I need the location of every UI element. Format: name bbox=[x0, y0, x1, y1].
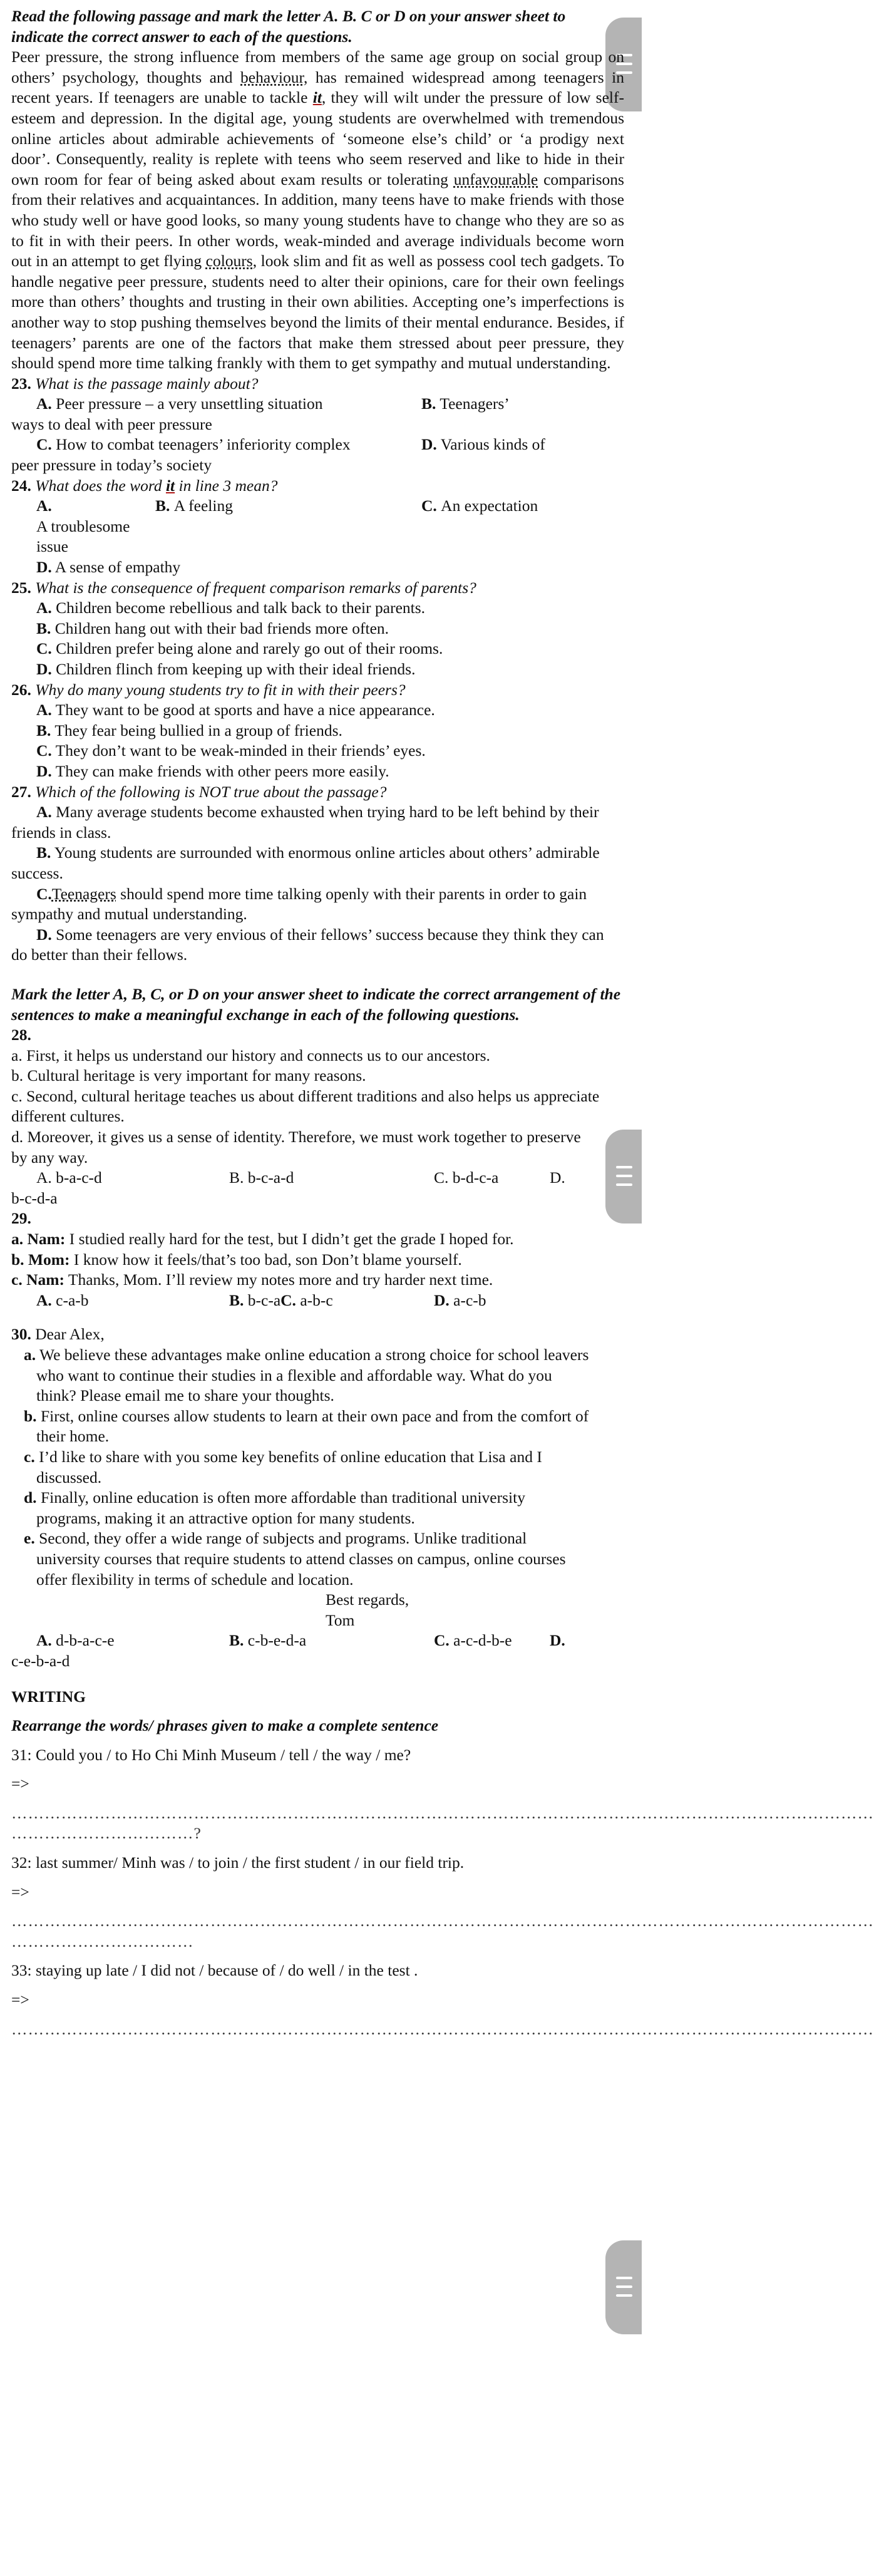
question-30: 30. Dear Alex, bbox=[11, 1325, 105, 1344]
q29-option-b[interactable]: B. b-c-a bbox=[229, 1291, 281, 1309]
q27-option-a[interactable]: A. Many average students become exhausted when trying hard to be left behind by their friends in class. bbox=[11, 803, 599, 842]
q24-option-a[interactable]: A. A troublesome issue bbox=[36, 497, 130, 556]
q25-option-b[interactable]: B. Children hang out with their bad friends more often. bbox=[36, 619, 389, 637]
q28-option-a[interactable]: A. b-a-c-d bbox=[36, 1168, 102, 1187]
q27-option-c[interactable]: C.Teenagers should spend more time talking openly with their parents in order to gain sympathy and mutual understanding. bbox=[11, 884, 587, 924]
question-32: 32: last summer/ Minh was / to join / the first student / in our field trip. bbox=[11, 1853, 465, 1872]
q28-option-d[interactable]: D. bbox=[550, 1168, 565, 1187]
question-24: 24. What does the word it in line 3 mean? bbox=[11, 476, 278, 495]
document: Read the following passage and mark the letter A. B. C or D on your answer sheet to indicate the correct answer to each of the questions. Peer pressure, the strong influence from members of the same age group on social group on others’ psychology, thoughts and behaviour, has remained widespread among teenagers in recent years. If teenagers are unable to tackle it, they will wilt under the pressure of low self-esteem and depression. In the digital age, young students are overwhelmed with tremendous online articles about admirable achievements of ‘someone else’s child’ or ‘a prodigy next door’. Consequently, reality is replete with teens who seem reserved and like to hide in their own room for fear of being asked about exam results or tolerating unfavourable comparisons from their relatives and acquaintances. In addition, many teens have to make friends with those who study well or have good looks, so many young students have to change who they are so as to fit in with their peers. In other words, weak-minded and average individuals become worn out in an attempt to get flying colours, look slim and fit as well as possess cool tech gadgets. To handle negative peer pressure, students need to alter their opinions, care for their own feelings more than others’ thoughts and trusting in their own abilities. Accepting one’s imperfections is another way to stop pushing themselves beyond the limits of their mental endurance. Besides, if teenagers’ parents are one of the factors that make them stressed about peer pressure, they should spend more time talking frankly with them to get sympathy and mutual understanding. 23. What is the passage mainly about? A. Peer pressure – a very unsettling situation B. Teenagers’ ways to deal with peer pressure C. How to combat teenagers’ inferiority complex D. Various kinds of peer pressure in today’s society 24. What does the word it in line 3 mean? A. A troublesome issue B. A feeling C. An expectation D. A sense of empathy 25. What is the consequence of frequent comparison remarks of parents? A. Children become rebellious and talk back to their parents. B. Children hang out with their bad friends more often. C. Children prefer being alone and rarely go out of their rooms. D. Children flinch from keeping up with their ideal friends. 26. Why do many young students try to fit in with their peers? A. They want to be good at sports and have a nice appearance. B. They fear being bullied in a group of friends. C. They don’t want to be weak-minded in their friends’ eyes. D. They can make friends with other peers more easily. 27. Which of the following is NOT true about the passage? A. Many average students become exhausted when trying hard to be left behind by their friends in class. B. Young students are surrounded with enormous online articles about others’ admirable success. C.Teenagers should spend more time talking openly with their parents in order to gain sympathy and mutual understanding. D. Some teenagers are very envious of their fellows’ success because they think they can do better than their fellows. Mark the letter A, B, C, or D on your answer sheet to indicate the correct arrangement of the sentences to make a meaningful exchange in each of the following questions. 28. a. First, it helps us understand our history and connects us to our ancestors. b. Cultural heritage is very important for many reasons. c. Second, cultural heritage teaches us about different traditions and also helps us appreciate different cultures. d. Moreover, it gives us a sense of identity. Therefore, we must work together to preserve by any way. A. b-a-c-d B. b-c-a-d C. b-d-c-a D. b-c-d-a 29. a. Nam: I studied really hard for the test, but I didn’t get the grade I hoped for. b. Mom: I know how it feels/that’s too bad, son Don’t blame yourself. c. Nam: Thanks, Mom. I’ll review my notes more and try harder next time. A. c-a-b B. b-c-aC. a-b-c D. a-c-b 30. Dear Alex, a. We believe these advantages make online education a strong choice for school leavers who want to continue their studies in a flexible and affordable way. What do you think? Please email me to share your thoughts. b. First, online courses allow students to learn at their own pace and from the comfort of their home. c. I’d like to share with you some key benefits of online education that Lisa and I discussed. d. Finally, online education is often more affordable than traditional university programs, making it an attractive option for many students. e. Second, they offer a wide range of subjects and programs. Unlike traditional university courses that require students to attend classes on campus, online courses offer flexibility in terms of schedule and location. Best regards, Tom A. d-b-a-c-e B. c-b-e-d-a C. a-c-d-b-e D. c-e-b-a-d WRITING Rearrange the words/ phrases given to make a complete sentence 31: Could you / to Ho Chi Minh Museum / tell / the way / me? => ………………………………………………………………………………………………………………………………………… ……………………………? 32: last summer/ Minh was / to join / the first student / in our field trip. => ………………………………………………………………………………………………………………………………………… …………………………… 33: staying up late / I did not / because of / do well / in the test . => ………………………………………………………………………………………………………………………………………… bbox=[0, 0, 642, 2039]
q30-option-b[interactable]: B. c-b-e-d-a bbox=[229, 1631, 307, 1650]
q24-option-d[interactable]: D. A sense of empathy bbox=[36, 558, 181, 577]
q24-option-c[interactable]: C. An expectation bbox=[421, 497, 538, 515]
q30-option-c[interactable]: C. a-c-d-b-e bbox=[434, 1631, 512, 1650]
q28-option-b[interactable]: B. b-c-a-d bbox=[229, 1168, 294, 1187]
question-25: 25. What is the consequence of frequent comparison remarks of parents? bbox=[11, 578, 476, 597]
q25-option-c[interactable]: C. Children prefer being alone and rarely go out of their rooms. bbox=[36, 639, 443, 658]
q29-option-c[interactable]: C. a-b-c bbox=[280, 1291, 333, 1309]
q29-option-d[interactable]: D. a-c-b bbox=[434, 1291, 486, 1309]
reading-instruction: Read the following passage and mark the letter A. B. C or D on your answer sheet to indicate the correct answer to each of the questions. bbox=[11, 7, 566, 46]
question-33: 33: staying up late / I did not / because of / do well / in the test . bbox=[11, 1961, 418, 1980]
q25-option-d[interactable]: D. Children flinch from keeping up with their ideal friends. bbox=[36, 660, 416, 678]
q23-option-d[interactable]: D. Various kinds of bbox=[421, 435, 545, 454]
q23-option-b[interactable]: B. Teenagers’ bbox=[421, 394, 510, 413]
q26-option-d[interactable]: D. They can make friends with other peers more easily. bbox=[36, 761, 389, 780]
q30-option-a[interactable]: A. d-b-a-c-e bbox=[36, 1631, 115, 1650]
q23-option-a[interactable]: A. Peer pressure – a very unsettling situation bbox=[36, 394, 323, 413]
scroll-handle-bottom[interactable] bbox=[605, 2240, 642, 2334]
writing-instruction: Rearrange the words/ phrases given to make a complete sentence bbox=[11, 1716, 439, 1735]
q26-option-b[interactable]: B. They fear being bullied in a group of friends. bbox=[36, 721, 342, 739]
reading-passage: Peer pressure, the strong influence from members of the same age group on social group on others’ psychology, thoughts and behaviour, has remained widespread among teenagers in recent years. If teenagers are unable to tackle it, they will wilt under the pressure of low self-esteem and depression. In the digital age, young students are overwhelmed with tremendous online articles about admirable achievements of ‘someone else’s child’ or ‘a prodigy next door’. Consequently, reality is replete with teens who seem reserved and like to hide in their own room for fear of being asked about exam results or tolerating unfavourable comparisons from their relatives and acquaintances. In addition, many teens have to make friends with those who study well or have good looks, so many young students have to change who they are so as to fit in with their peers. In other words, weak-minded and average individuals become worn out in an attempt to get flying colours, look slim and fit as well as possess cool tech gadgets. To handle negative peer pressure, students need to alter their opinions, care for their own feelings more than others’ thoughts and trusting in their own abilities. Accepting one’s imperfections is another way to stop pushing themselves beyond the limits of their mental endurance. Besides, if teenagers’ parents are one of the factors that make them stressed about peer pressure, they should spend more time talking frankly with them to get sympathy and mutual understanding. bbox=[11, 48, 624, 373]
question-23: 23. What is the passage mainly about? bbox=[11, 374, 259, 393]
q27-option-d[interactable]: D. Some teenagers are very envious of their fellows’ success because they think they can do better than their fellows. bbox=[11, 925, 604, 964]
q26-option-c[interactable]: C. They don’t want to be weak-minded in their friends’ eyes. bbox=[36, 741, 426, 760]
question-27: 27. Which of the following is NOT true about the passage? bbox=[11, 782, 387, 801]
q25-option-a[interactable]: A. Children become rebellious and talk back to their parents. bbox=[36, 599, 426, 617]
arrangement-instruction: Mark the letter A, B, C, or D on your answer sheet to indicate the correct arrangement of the sentences to make a meaningful exchange in each of the following questions. bbox=[11, 984, 621, 1024]
referenced-word-it: it bbox=[312, 88, 322, 107]
answer-line-32[interactable]: ………………………………………………………………………………………………………………………………………… bbox=[11, 1912, 874, 1930]
q30-option-d[interactable]: D. bbox=[550, 1631, 565, 1650]
question-31: 31: Could you / to Ho Chi Minh Museum / tell / the way / me? bbox=[11, 1745, 411, 1764]
q23-option-c[interactable]: C. How to combat teenagers’ inferiority complex bbox=[36, 435, 351, 454]
scroll-handle-icon bbox=[616, 2277, 632, 2279]
answer-line-33[interactable]: ………………………………………………………………………………………………………………………………………… bbox=[11, 2019, 874, 2038]
q29-option-a[interactable]: A. c-a-b bbox=[36, 1291, 89, 1309]
q27-option-b[interactable]: B. Young students are surrounded with enormous online articles about others’ admirable success. bbox=[11, 843, 600, 882]
q28-option-c[interactable]: C. b-d-c-a bbox=[434, 1168, 499, 1187]
q24-option-b[interactable]: B. A feeling bbox=[155, 497, 233, 515]
question-29: 29. bbox=[11, 1209, 31, 1228]
question-28: 28. bbox=[11, 1026, 31, 1044]
writing-heading: WRITING bbox=[11, 1687, 86, 1706]
question-26: 26. Why do many young students try to fit in with their peers? bbox=[11, 680, 406, 699]
answer-line-31[interactable]: ………………………………………………………………………………………………………………………………………… bbox=[11, 1803, 874, 1822]
q26-option-a[interactable]: A. They want to be good at sports and have a nice appearance. bbox=[36, 701, 435, 719]
